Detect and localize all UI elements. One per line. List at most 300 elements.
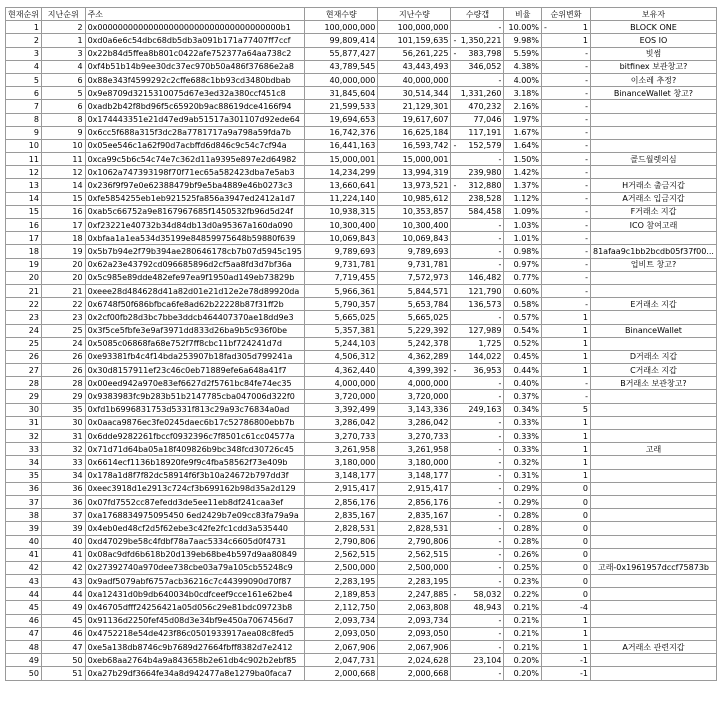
table-row[interactable] xyxy=(6,232,717,245)
cell-rank-change: 1 xyxy=(542,641,591,654)
cell-amount-gap: 48,943 xyxy=(451,601,504,614)
cell-ratio: 9.98% xyxy=(504,34,542,47)
cell-holder xyxy=(590,667,716,680)
table-row[interactable] xyxy=(6,126,717,139)
cell-previous-rank: 39 xyxy=(41,522,85,535)
table-row[interactable] xyxy=(6,139,717,152)
cell-holder: bitfinex 보관창고? xyxy=(590,60,716,73)
holder-ranking-table xyxy=(5,7,717,681)
cell-previous-rank: 6 xyxy=(41,100,85,113)
table-row[interactable] xyxy=(6,377,717,390)
cell-address: 0x6614ecf1136b18920fe9f9c4fba58562f73e409b xyxy=(85,456,305,469)
header-current-amount[interactable]: 현재수량 xyxy=(305,8,378,21)
table-row[interactable] xyxy=(6,443,717,456)
cell-rank-change: 0 xyxy=(542,535,591,548)
cell-current-amount: 5,966,361 xyxy=(305,284,378,297)
cell-current-amount: 4,000,000 xyxy=(305,377,378,390)
cell-previous-rank: 51 xyxy=(41,667,85,680)
cell-rank-change: 1 xyxy=(542,34,591,47)
cell-value: 312,880 xyxy=(468,181,502,191)
cell-previous-rank: 33 xyxy=(41,456,85,469)
cell-ratio: 0.97% xyxy=(504,258,542,271)
cell-rank-change: - xyxy=(542,47,591,60)
cell-amount-gap: - xyxy=(451,522,504,535)
cell-holder: 81afaa9c1bb2bcdb05f37f00... xyxy=(590,245,716,258)
table-row[interactable] xyxy=(6,614,717,627)
cell-current-amount: 2,067,906 xyxy=(305,641,378,654)
table-row[interactable] xyxy=(6,588,717,601)
cell-ratio: 0.52% xyxy=(504,337,542,350)
cell-holder: BLOCK ONE xyxy=(590,21,716,34)
cell-address: 0x30d8157911ef23c46c0eb71889efe6a648a41f7 xyxy=(85,364,305,377)
cell-previous-amount: 4,399,392 xyxy=(378,364,451,377)
cell-previous-rank: 14 xyxy=(41,179,85,192)
cell-amount-gap: 238,528 xyxy=(451,192,504,205)
cell-previous-rank: 10 xyxy=(41,139,85,152)
cell-rank-change: 0 xyxy=(542,575,591,588)
cell-current-rank: 9 xyxy=(6,126,42,139)
cell-holder: E거래소 지갑 xyxy=(590,298,716,311)
cell-current-rank: 23 xyxy=(6,311,42,324)
cell-holder: 콜드월렛의심 xyxy=(590,153,716,166)
cell-current-rank: 33 xyxy=(6,443,42,456)
cell-rank-change: 0 xyxy=(542,509,591,522)
cell-amount-gap xyxy=(451,47,504,60)
cell-previous-amount: 13,994,319 xyxy=(378,166,451,179)
cell-current-amount: 2,093,050 xyxy=(305,627,378,640)
cell-rank-change: - xyxy=(542,87,591,100)
cell-holder xyxy=(590,126,716,139)
table-row[interactable] xyxy=(6,219,717,232)
cell-address: 0x07fd7552cc87efedd3de5ee11eb8df241caa3ef xyxy=(85,495,305,508)
cell-current-amount: 100,000,000 xyxy=(305,21,378,34)
cell-holder xyxy=(590,113,716,126)
cell-rank-change: - xyxy=(542,73,591,86)
cell-holder xyxy=(590,456,716,469)
cell-ratio: 0.37% xyxy=(504,390,542,403)
cell-current-rank: 26 xyxy=(6,350,42,363)
cell-previous-rank: 21 xyxy=(41,284,85,297)
cell-address: 0xd47029be58c4fdbf78a7aac5334c6605d0f4731 xyxy=(85,535,305,548)
table-row[interactable] xyxy=(6,100,717,113)
cell-ratio: 1.64% xyxy=(504,139,542,152)
cell-current-rank: 21 xyxy=(6,284,42,297)
table-row[interactable] xyxy=(6,337,717,350)
cell-ratio: 4.38% xyxy=(504,60,542,73)
cell-previous-rank: 40 xyxy=(41,535,85,548)
cell-current-rank: 22 xyxy=(6,298,42,311)
cell-current-amount: 43,789,545 xyxy=(305,60,378,73)
cell-previous-amount: 2,856,176 xyxy=(378,495,451,508)
cell-holder: F거래소 지갑 xyxy=(590,205,716,218)
cell-rank-change: 0 xyxy=(542,482,591,495)
cell-holder xyxy=(590,403,716,416)
cell-ratio: 0.21% xyxy=(504,641,542,654)
cell-current-rank: 30 xyxy=(6,403,42,416)
table-row[interactable] xyxy=(6,271,717,284)
cell-previous-amount: 2,790,806 xyxy=(378,535,451,548)
cell-ratio: 0.98% xyxy=(504,245,542,258)
table-row[interactable] xyxy=(6,73,717,86)
cell-rank-change: -1 xyxy=(542,667,591,680)
cell-previous-rank: 43 xyxy=(41,575,85,588)
cell-current-amount: 3,392,499 xyxy=(305,403,378,416)
cell-previous-rank: 37 xyxy=(41,509,85,522)
cell-value: 36,953 xyxy=(473,365,502,375)
table-row[interactable] xyxy=(6,390,717,403)
cell-previous-amount: 7,572,973 xyxy=(378,271,451,284)
cell-rank-change: - xyxy=(542,60,591,73)
cell-address: 0x178a1d8f7f82dc58914f6f3b10a24672b797dd3f xyxy=(85,469,305,482)
cell-amount-gap: 239,980 xyxy=(451,166,504,179)
cell-current-rank: 46 xyxy=(6,614,42,627)
cell-address: 0xa12431d0b9db640034b0cdfceef9cce161e62be4 xyxy=(85,588,305,601)
cell-previous-rank: 34 xyxy=(41,469,85,482)
cell-previous-rank: 47 xyxy=(41,641,85,654)
cell-current-amount: 21,599,533 xyxy=(305,100,378,113)
cell-previous-amount: 3,180,000 xyxy=(378,456,451,469)
cell-previous-amount: 2,283,195 xyxy=(378,575,451,588)
cell-previous-rank: 29 xyxy=(41,390,85,403)
cell-address: 0x0aaca9876ec3fe0245daec6b17c52786800ebb7b xyxy=(85,416,305,429)
cell-ratio: 0.44% xyxy=(504,364,542,377)
cell-ratio: 3.18% xyxy=(504,87,542,100)
cell-ratio: 0.33% xyxy=(504,430,542,443)
cell-current-rank: 39 xyxy=(6,522,42,535)
cell-previous-amount: 4,000,000 xyxy=(378,377,451,390)
cell-address: 0xe5a138db8746c9b7689d27664fbff8382d7e2412 xyxy=(85,641,305,654)
cell-current-rank: 32 xyxy=(6,430,42,443)
cell-rank-change: - xyxy=(542,153,591,166)
cell-previous-rank: 6 xyxy=(41,73,85,86)
cell-amount-gap: - xyxy=(451,258,504,271)
cell-current-amount: 5,790,357 xyxy=(305,298,378,311)
header-previous-rank[interactable]: 지난순위 xyxy=(41,8,85,21)
cell-previous-amount: 5,229,392 xyxy=(378,324,451,337)
table-row[interactable] xyxy=(6,364,717,377)
cell-amount-gap xyxy=(451,34,504,47)
cell-previous-amount: 2,093,734 xyxy=(378,614,451,627)
cell-current-amount: 2,093,734 xyxy=(305,614,378,627)
table-row[interactable] xyxy=(6,311,717,324)
cell-previous-rank: 20 xyxy=(41,258,85,271)
cell-previous-rank: 45 xyxy=(41,614,85,627)
cell-address: 0xca99c5b6c54c74e7c362d11a9395e897e2d64982 xyxy=(85,153,305,166)
table-row[interactable] xyxy=(6,113,717,126)
cell-previous-amount: 2,024,628 xyxy=(378,654,451,667)
cell-address: 0xf4b51b14b9ee30dc37ec970b50a486f37686e2a8 xyxy=(85,60,305,73)
cell-previous-amount: 19,617,607 xyxy=(378,113,451,126)
cell-previous-rank: 26 xyxy=(41,364,85,377)
cell-address: 0x6cc5f688a315f3dc28a7781717a9a798a59fda7b xyxy=(85,126,305,139)
cell-current-rank: 43 xyxy=(6,575,42,588)
table-row[interactable] xyxy=(6,641,717,654)
table-row[interactable] xyxy=(6,575,717,588)
sign-marker: - xyxy=(453,181,457,191)
cell-current-amount: 14,234,299 xyxy=(305,166,378,179)
cell-address: 0xf23221e40732b34d84db13d0a95367a160da090 xyxy=(85,219,305,232)
cell-amount-gap: - xyxy=(451,430,504,443)
cell-current-amount: 2,000,668 xyxy=(305,667,378,680)
table-row[interactable] xyxy=(6,627,717,640)
cell-previous-amount: 2,067,906 xyxy=(378,641,451,654)
cell-holder xyxy=(590,548,716,561)
table-row[interactable] xyxy=(6,205,717,218)
cell-ratio: 0.21% xyxy=(504,614,542,627)
cell-rank-change: - xyxy=(542,284,591,297)
cell-address: 0x5085c06868fa68e752f7ff8cbc11bf724241d7d xyxy=(85,337,305,350)
cell-amount-gap: - xyxy=(451,232,504,245)
cell-ratio: 1.03% xyxy=(504,219,542,232)
table-row[interactable] xyxy=(6,245,717,258)
cell-ratio: 10.00% xyxy=(504,21,542,34)
header-holder[interactable]: 보유자 xyxy=(590,8,716,21)
cell-previous-amount: 10,300,400 xyxy=(378,219,451,232)
sign-marker: - xyxy=(453,365,457,375)
cell-previous-amount: 3,286,042 xyxy=(378,416,451,429)
cell-address: 0x9adf5079abf6757acb36216c7c44399090d70f87 xyxy=(85,575,305,588)
table-row[interactable] xyxy=(6,416,717,429)
cell-previous-rank: 35 xyxy=(41,403,85,416)
cell-previous-rank: 2 xyxy=(41,21,85,34)
table-row[interactable] xyxy=(6,34,717,47)
cell-current-rank: 7 xyxy=(6,100,42,113)
cell-ratio: 0.58% xyxy=(504,298,542,311)
cell-ratio: 0.22% xyxy=(504,588,542,601)
header-current-rank[interactable]: 현재순위 xyxy=(6,8,42,21)
table-row[interactable] xyxy=(6,654,717,667)
cell-previous-rank: 42 xyxy=(41,561,85,574)
cell-rank-change: - xyxy=(542,192,591,205)
cell-amount-gap: 144,022 xyxy=(451,350,504,363)
cell-previous-amount: 40,000,000 xyxy=(378,73,451,86)
sign-marker: - xyxy=(544,22,547,32)
cell-previous-amount: 2,828,531 xyxy=(378,522,451,535)
header-rank-change[interactable]: 순위변화 xyxy=(542,8,591,21)
cell-holder xyxy=(590,588,716,601)
cell-current-rank: 41 xyxy=(6,548,42,561)
cell-current-rank: 19 xyxy=(6,258,42,271)
cell-amount-gap: 1,725 xyxy=(451,337,504,350)
cell-value: 383,798 xyxy=(468,49,502,59)
cell-current-amount: 10,938,315 xyxy=(305,205,378,218)
cell-holder xyxy=(590,601,716,614)
cell-current-amount: 2,856,176 xyxy=(305,495,378,508)
table-row[interactable] xyxy=(6,548,717,561)
table-row[interactable] xyxy=(6,87,717,100)
cell-amount-gap: 146,482 xyxy=(451,271,504,284)
cell-ratio: 0.33% xyxy=(504,443,542,456)
cell-amount-gap: 470,232 xyxy=(451,100,504,113)
cell-holder xyxy=(590,614,716,627)
cell-ratio: 0.28% xyxy=(504,522,542,535)
cell-rank-change: 1 xyxy=(542,430,591,443)
cell-previous-rank: 24 xyxy=(41,337,85,350)
header-amount-gap[interactable]: 수량갭 xyxy=(451,8,504,21)
table-row[interactable] xyxy=(6,456,717,469)
cell-current-rank: 11 xyxy=(6,153,42,166)
sign-marker: - xyxy=(453,589,457,599)
cell-address: 0x46705dfff24256421a05d056c29e81bdc09723b8 xyxy=(85,601,305,614)
cell-rank-change: 1 xyxy=(542,337,591,350)
cell-ratio: 0.23% xyxy=(504,575,542,588)
cell-value: 152,579 xyxy=(468,141,502,151)
cell-ratio: 0.21% xyxy=(504,627,542,640)
cell-ratio: 1.09% xyxy=(504,205,542,218)
cell-current-rank: 35 xyxy=(6,469,42,482)
cell-holder xyxy=(590,271,716,284)
cell-current-amount: 16,742,376 xyxy=(305,126,378,139)
cell-amount-gap: - xyxy=(451,21,504,34)
cell-address: 0x1062a747393198f70f71ec65a582423dba7e5ab3 xyxy=(85,166,305,179)
cell-amount-gap xyxy=(451,364,504,377)
cell-current-rank: 10 xyxy=(6,139,42,152)
cell-rank-change: - xyxy=(542,245,591,258)
cell-previous-rank: 18 xyxy=(41,232,85,245)
table-row[interactable] xyxy=(6,522,717,535)
cell-amount-gap: - xyxy=(451,219,504,232)
cell-current-rank: 20 xyxy=(6,271,42,284)
cell-previous-rank: 9 xyxy=(41,126,85,139)
cell-current-rank: 5 xyxy=(6,73,42,86)
cell-current-rank: 17 xyxy=(6,232,42,245)
cell-current-amount: 2,562,515 xyxy=(305,548,378,561)
table-row[interactable] xyxy=(6,298,717,311)
table-row[interactable] xyxy=(6,60,717,73)
cell-ratio: 1.12% xyxy=(504,192,542,205)
cell-current-amount: 2,047,731 xyxy=(305,654,378,667)
cell-amount-gap: - xyxy=(451,73,504,86)
cell-ratio: 1.50% xyxy=(504,153,542,166)
cell-previous-amount: 3,261,958 xyxy=(378,443,451,456)
cell-holder: ICO 참여고래 xyxy=(590,219,716,232)
cell-amount-gap: - xyxy=(451,495,504,508)
cell-previous-amount: 15,000,001 xyxy=(378,153,451,166)
cell-current-amount: 40,000,000 xyxy=(305,73,378,86)
cell-holder xyxy=(590,509,716,522)
table-row[interactable] xyxy=(6,166,717,179)
table-row[interactable] xyxy=(6,324,717,337)
cell-previous-rank: 36 xyxy=(41,495,85,508)
cell-amount-gap xyxy=(451,139,504,152)
header-ratio[interactable]: 비율 xyxy=(504,8,542,21)
sign-marker: - xyxy=(453,49,457,59)
cell-current-amount: 11,224,140 xyxy=(305,192,378,205)
header-address[interactable]: 주소 xyxy=(85,8,305,21)
cell-ratio: 1.01% xyxy=(504,232,542,245)
cell-holder: C거래소 지갑 xyxy=(590,364,716,377)
cell-current-rank: 24 xyxy=(6,324,42,337)
cell-previous-amount: 2,835,167 xyxy=(378,509,451,522)
cell-rank-change: - xyxy=(542,232,591,245)
cell-current-amount: 2,189,853 xyxy=(305,588,378,601)
cell-address: 0xadb2b42f8bd96f5c65920b9ac88619dce4166f94 xyxy=(85,100,305,113)
cell-ratio: 1.67% xyxy=(504,126,542,139)
cell-ratio: 0.29% xyxy=(504,482,542,495)
cell-address: 0x174443351e21d47ed9ab51517a301107d92ede64 xyxy=(85,113,305,126)
table-row[interactable] xyxy=(6,21,717,34)
cell-address: 0xd0a6e6c54dbc68db5db3a091b171a77407ff7ccf xyxy=(85,34,305,47)
cell-holder xyxy=(590,284,716,297)
cell-holder xyxy=(590,232,716,245)
table-row[interactable] xyxy=(6,482,717,495)
cell-amount-gap: 249,163 xyxy=(451,403,504,416)
cell-previous-rank: 25 xyxy=(41,324,85,337)
table-row[interactable] xyxy=(6,561,717,574)
table-row[interactable] xyxy=(6,350,717,363)
header-previous-amount[interactable]: 지난수량 xyxy=(378,8,451,21)
cell-ratio: 0.57% xyxy=(504,311,542,324)
cell-previous-amount: 9,789,693 xyxy=(378,245,451,258)
cell-amount-gap: 136,573 xyxy=(451,298,504,311)
cell-ratio: 0.60% xyxy=(504,284,542,297)
table-row[interactable] xyxy=(6,430,717,443)
cell-previous-amount: 2,500,000 xyxy=(378,561,451,574)
table-row[interactable] xyxy=(6,258,717,271)
cell-previous-amount: 5,653,784 xyxy=(378,298,451,311)
cell-ratio: 2.16% xyxy=(504,100,542,113)
table-row[interactable] xyxy=(6,284,717,297)
cell-previous-amount: 4,362,289 xyxy=(378,350,451,363)
table-row[interactable] xyxy=(6,403,717,416)
cell-current-rank: 28 xyxy=(6,377,42,390)
cell-current-rank: 4 xyxy=(6,60,42,73)
cell-address: 0x5b7b94e2f79b394ae280646178cb7b07d5945c195 xyxy=(85,245,305,258)
table-row[interactable] xyxy=(6,495,717,508)
table-row[interactable] xyxy=(6,47,717,60)
cell-address: 0x05ee546c1a62f90d7acbffd6d846c9c54c7cf94a xyxy=(85,139,305,152)
table-row[interactable] xyxy=(6,667,717,680)
table-row[interactable] xyxy=(6,192,717,205)
cell-current-rank: 3 xyxy=(6,47,42,60)
cell-address: 0x88e343f4599292c2cffe688c1bb93cd3480bdbab xyxy=(85,73,305,86)
cell-current-rank: 18 xyxy=(6,245,42,258)
cell-rank-change: 1 xyxy=(542,416,591,429)
cell-previous-amount: 16,593,742 xyxy=(378,139,451,152)
cell-ratio: 0.40% xyxy=(504,377,542,390)
cell-previous-amount: 2,093,050 xyxy=(378,627,451,640)
cell-amount-gap xyxy=(451,588,504,601)
cell-previous-amount: 3,720,000 xyxy=(378,390,451,403)
cell-current-rank: 40 xyxy=(6,535,42,548)
cell-rank-change: - xyxy=(542,139,591,152)
cell-address: 0x6748f50f686bfbca6fe8ad62b22228b87f31ff2b xyxy=(85,298,305,311)
table-row[interactable] xyxy=(6,469,717,482)
table-row[interactable] xyxy=(6,179,717,192)
cell-amount-gap: - xyxy=(451,548,504,561)
cell-current-amount: 31,845,604 xyxy=(305,87,378,100)
table-row[interactable] xyxy=(6,509,717,522)
table-row[interactable] xyxy=(6,153,717,166)
cell-amount-gap: - xyxy=(451,482,504,495)
cell-previous-rank: 19 xyxy=(41,245,85,258)
cell-holder: 고래 xyxy=(590,443,716,456)
cell-previous-amount: 3,270,733 xyxy=(378,430,451,443)
cell-rank-change: 1 xyxy=(542,456,591,469)
table-row[interactable] xyxy=(6,535,717,548)
cell-amount-gap: - xyxy=(451,377,504,390)
cell-holder: BinanceWallet 창고? xyxy=(590,87,716,100)
cell-rank-change: 1 xyxy=(542,443,591,456)
cell-rank-change: - xyxy=(542,298,591,311)
cell-current-amount: 9,731,781 xyxy=(305,258,378,271)
table-row[interactable] xyxy=(6,601,717,614)
cell-amount-gap: - xyxy=(451,535,504,548)
cell-holder: H거래소 출금지갑 xyxy=(590,179,716,192)
cell-rank-change: - xyxy=(542,390,591,403)
cell-previous-amount: 16,625,184 xyxy=(378,126,451,139)
cell-holder xyxy=(590,469,716,482)
